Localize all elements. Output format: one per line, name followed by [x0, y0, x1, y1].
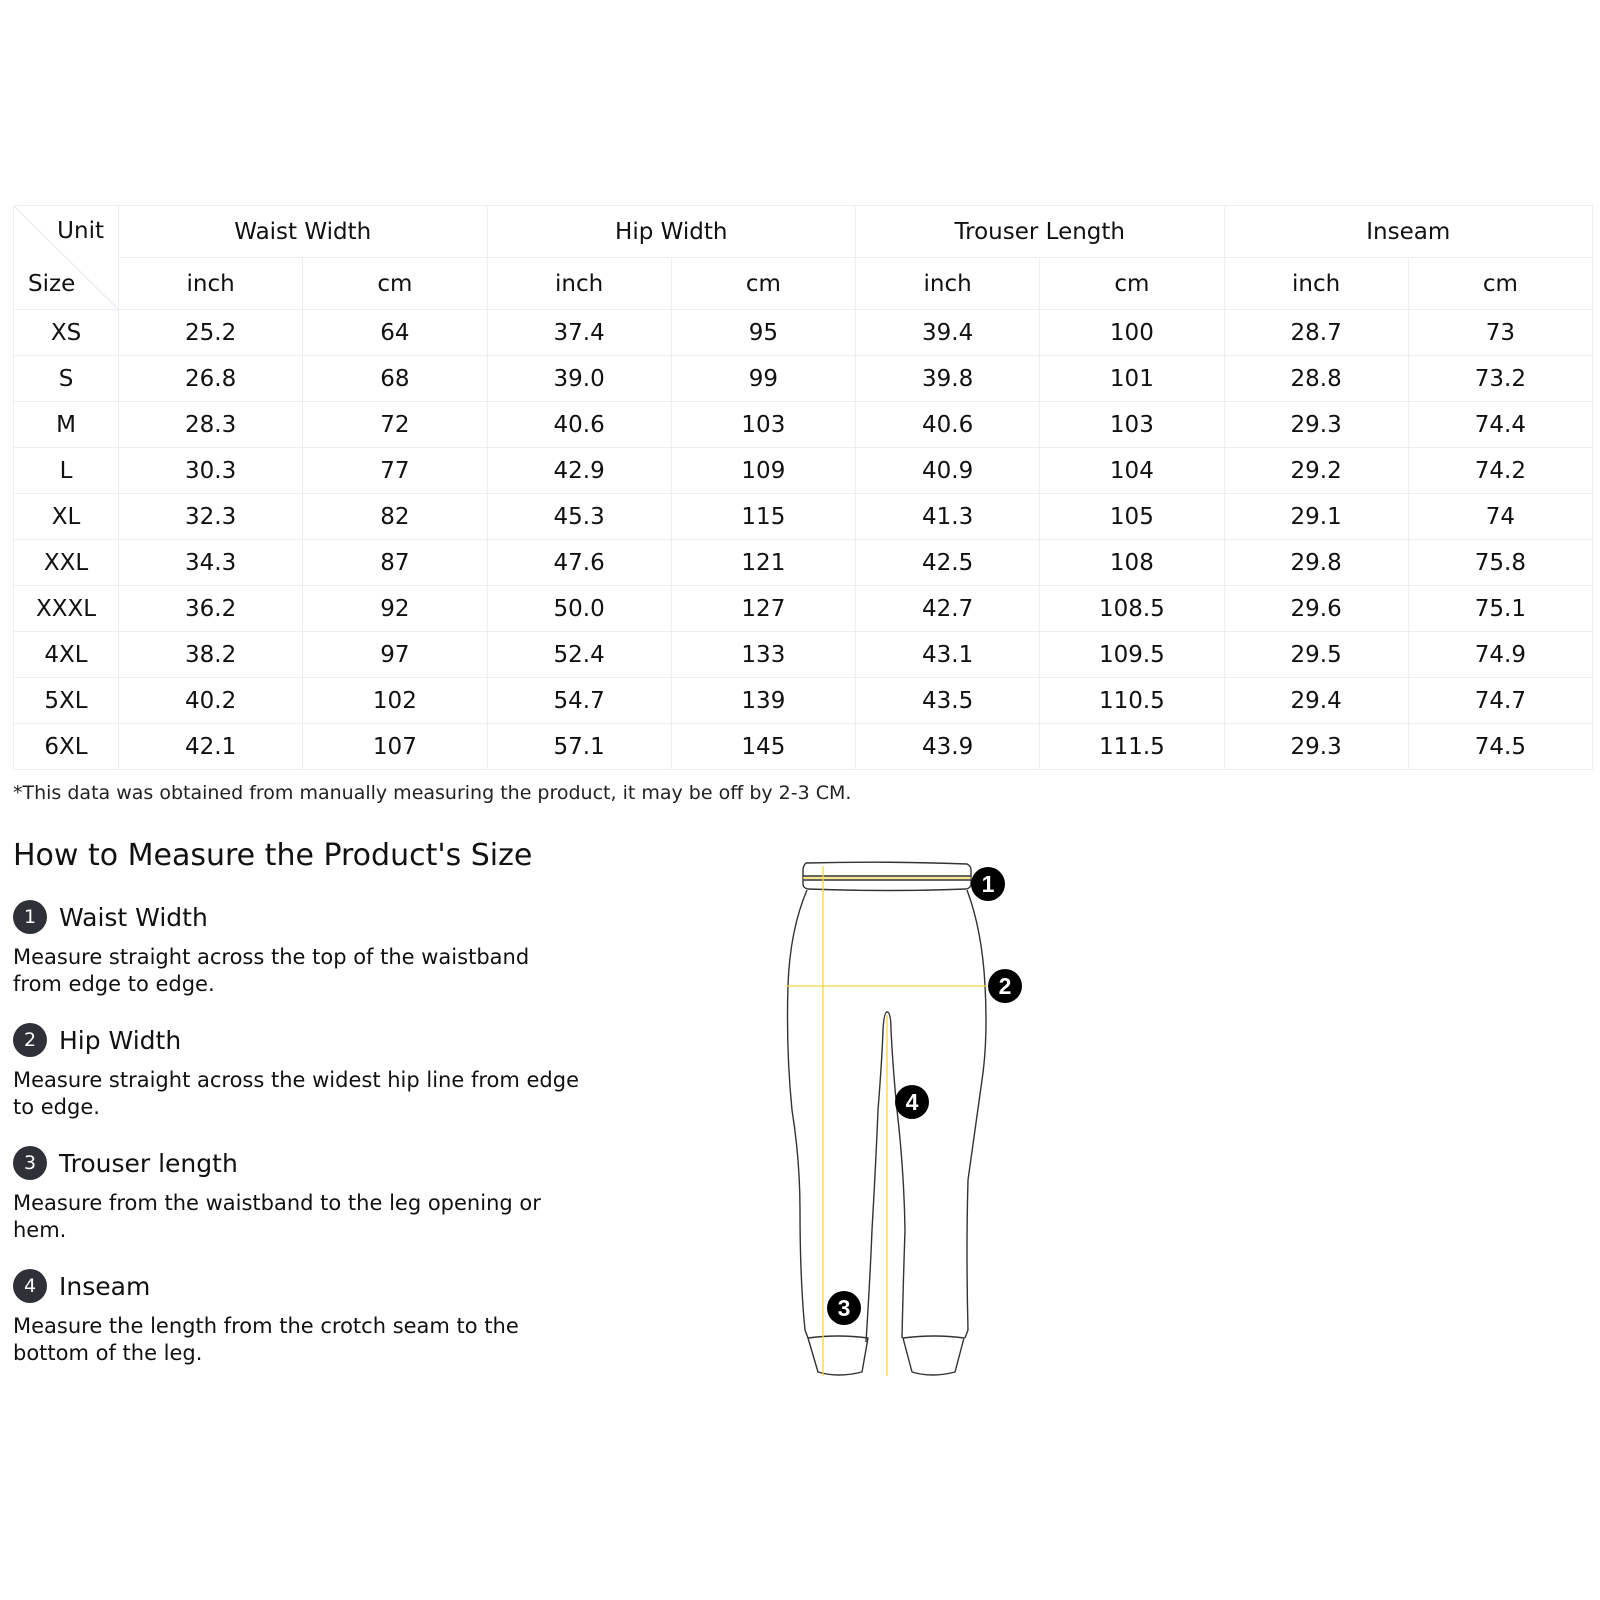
value-cell: 103: [1040, 402, 1224, 448]
value-cell: 42.9: [487, 448, 671, 494]
value-cell: 97: [303, 632, 487, 678]
value-cell: 100: [1040, 310, 1224, 356]
value-cell: 68: [303, 356, 487, 402]
value-cell: 102: [303, 678, 487, 724]
measurement-disclaimer: *This data was obtained from manually measuring the product, it may be off by 2-3 CM.: [13, 782, 852, 804]
value-cell: 92: [303, 586, 487, 632]
trousers-measurement-diagram: [760, 850, 1060, 1380]
unit-header: cm: [1408, 258, 1592, 310]
table-row: [14, 402, 1593, 448]
value-cell: 28.3: [119, 402, 303, 448]
table-row: [14, 678, 1593, 724]
value-cell: 30.3: [119, 448, 303, 494]
value-cell: 64: [303, 310, 487, 356]
value-cell: 29.4: [1224, 678, 1408, 724]
value-cell: 110.5: [1040, 678, 1224, 724]
value-cell: 32.3: [119, 494, 303, 540]
unit-header: inch: [856, 258, 1040, 310]
group-header-waist-width: Waist Width: [119, 206, 488, 258]
value-cell: 43.1: [856, 632, 1040, 678]
marker-4-icon: [895, 1085, 929, 1119]
table-row: [14, 586, 1593, 632]
table-row: [14, 540, 1593, 586]
marker-3-icon: [827, 1291, 861, 1325]
value-cell: 40.9: [856, 448, 1040, 494]
value-cell: 28.7: [1224, 310, 1408, 356]
svg-text:4: 4: [905, 1089, 919, 1115]
step-description: Measure from the waistband to the leg opening or hem.: [13, 1191, 541, 1242]
value-cell: 87: [303, 540, 487, 586]
value-cell: 43.5: [856, 678, 1040, 724]
value-cell: 145: [671, 724, 855, 770]
size-cell: XXL: [14, 540, 119, 586]
step-title: Inseam: [59, 1271, 151, 1301]
step-hip-width: [13, 1021, 593, 1121]
marker-1-icon: [971, 867, 1005, 901]
value-cell: 109: [671, 448, 855, 494]
value-cell: 99: [671, 356, 855, 402]
value-cell: 40.6: [856, 402, 1040, 448]
value-cell: 40.2: [119, 678, 303, 724]
value-cell: 107: [303, 724, 487, 770]
value-cell: 57.1: [487, 724, 671, 770]
size-cell: L: [14, 448, 119, 494]
value-cell: 95: [671, 310, 855, 356]
value-cell: 45.3: [487, 494, 671, 540]
table-body: [14, 310, 1593, 770]
size-cell: 6XL: [14, 724, 119, 770]
step-title: Waist Width: [59, 902, 208, 932]
value-cell: 121: [671, 540, 855, 586]
guide-title: How to Measure the Product's Size: [13, 838, 533, 873]
value-cell: 25.2: [119, 310, 303, 356]
size-cell: XXXL: [14, 586, 119, 632]
step-description: Measure the length from the crotch seam to the bottom of the leg.: [13, 1314, 519, 1365]
value-cell: 52.4: [487, 632, 671, 678]
value-cell: 139: [671, 678, 855, 724]
value-cell: 54.7: [487, 678, 671, 724]
group-header-hip-width: Hip Width: [487, 206, 856, 258]
value-cell: 104: [1040, 448, 1224, 494]
value-cell: 42.5: [856, 540, 1040, 586]
value-cell: 29.3: [1224, 724, 1408, 770]
value-cell: 43.9: [856, 724, 1040, 770]
value-cell: 37.4: [487, 310, 671, 356]
value-cell: 50.0: [487, 586, 671, 632]
svg-text:2: 2: [998, 973, 1012, 999]
step-description: Measure straight across the top of the waistband from edge to edge.: [13, 945, 530, 996]
unit-header: inch: [487, 258, 671, 310]
value-cell: 77: [303, 448, 487, 494]
value-cell: 82: [303, 494, 487, 540]
value-cell: 36.2: [119, 586, 303, 632]
table-row: [14, 356, 1593, 402]
value-cell: 108.5: [1040, 586, 1224, 632]
value-cell: 28.8: [1224, 356, 1408, 402]
step-description: Measure straight across the widest hip line from edge to edge.: [13, 1068, 579, 1119]
value-cell: 47.6: [487, 540, 671, 586]
measurement-lines: [786, 866, 987, 1376]
table-row: [14, 632, 1593, 678]
group-header-row: [14, 206, 1593, 258]
value-cell: 74.2: [1408, 448, 1592, 494]
size-cell: 5XL: [14, 678, 119, 724]
unit-header: inch: [119, 258, 303, 310]
group-header-trouser-length: Trouser Length: [856, 206, 1225, 258]
value-cell: 40.6: [487, 402, 671, 448]
value-cell: 42.7: [856, 586, 1040, 632]
table-row: [14, 448, 1593, 494]
value-cell: 101: [1040, 356, 1224, 402]
value-cell: 29.6: [1224, 586, 1408, 632]
size-chart-table: [13, 205, 1593, 770]
group-header-inseam: Inseam: [1224, 206, 1593, 258]
value-cell: 75.1: [1408, 586, 1592, 632]
size-cell: XL: [14, 494, 119, 540]
value-cell: 111.5: [1040, 724, 1224, 770]
size-cell: 4XL: [14, 632, 119, 678]
value-cell: 73.2: [1408, 356, 1592, 402]
number-badge-icon: 1: [13, 900, 47, 934]
value-cell: 74.9: [1408, 632, 1592, 678]
value-cell: 75.8: [1408, 540, 1592, 586]
step-inseam: [13, 1267, 593, 1367]
value-cell: 74.7: [1408, 678, 1592, 724]
size-cell: S: [14, 356, 119, 402]
step-trouser-length: [13, 1144, 593, 1244]
number-badge-icon: 2: [13, 1023, 47, 1057]
value-cell: 109.5: [1040, 632, 1224, 678]
value-cell: 127: [671, 586, 855, 632]
value-cell: 29.2: [1224, 448, 1408, 494]
value-cell: 34.3: [119, 540, 303, 586]
value-cell: 26.8: [119, 356, 303, 402]
unit-header: cm: [671, 258, 855, 310]
value-cell: 108: [1040, 540, 1224, 586]
value-cell: 74.5: [1408, 724, 1592, 770]
value-cell: 29.8: [1224, 540, 1408, 586]
value-cell: 29.1: [1224, 494, 1408, 540]
step-title: Trouser length: [59, 1148, 238, 1178]
value-cell: 115: [671, 494, 855, 540]
value-cell: 133: [671, 632, 855, 678]
unit-header: cm: [303, 258, 487, 310]
marker-2-icon: [988, 969, 1022, 1003]
step-title: Hip Width: [59, 1025, 182, 1055]
value-cell: 39.0: [487, 356, 671, 402]
size-label: Size: [28, 271, 76, 297]
value-cell: 73: [1408, 310, 1592, 356]
value-cell: 41.3: [856, 494, 1040, 540]
unit-header-row: [14, 258, 1593, 310]
table-row: [14, 310, 1593, 356]
value-cell: 103: [671, 402, 855, 448]
unit-label: Unit: [57, 218, 104, 244]
value-cell: 42.1: [119, 724, 303, 770]
svg-text:3: 3: [837, 1295, 851, 1321]
value-cell: 39.4: [856, 310, 1040, 356]
step-waist-width: [13, 898, 593, 998]
corner-header-cell: [14, 206, 119, 310]
svg-text:1: 1: [981, 871, 995, 897]
table-row: [14, 494, 1593, 540]
value-cell: 29.5: [1224, 632, 1408, 678]
unit-header: cm: [1040, 258, 1224, 310]
number-badge-icon: 4: [13, 1269, 47, 1303]
table-row: [14, 724, 1593, 770]
size-cell: M: [14, 402, 119, 448]
value-cell: 74.4: [1408, 402, 1592, 448]
value-cell: 72: [303, 402, 487, 448]
value-cell: 105: [1040, 494, 1224, 540]
value-cell: 29.3: [1224, 402, 1408, 448]
value-cell: 74: [1408, 494, 1592, 540]
value-cell: 38.2: [119, 632, 303, 678]
unit-header: inch: [1224, 258, 1408, 310]
number-badge-icon: 3: [13, 1146, 47, 1180]
value-cell: 39.8: [856, 356, 1040, 402]
size-cell: XS: [14, 310, 119, 356]
